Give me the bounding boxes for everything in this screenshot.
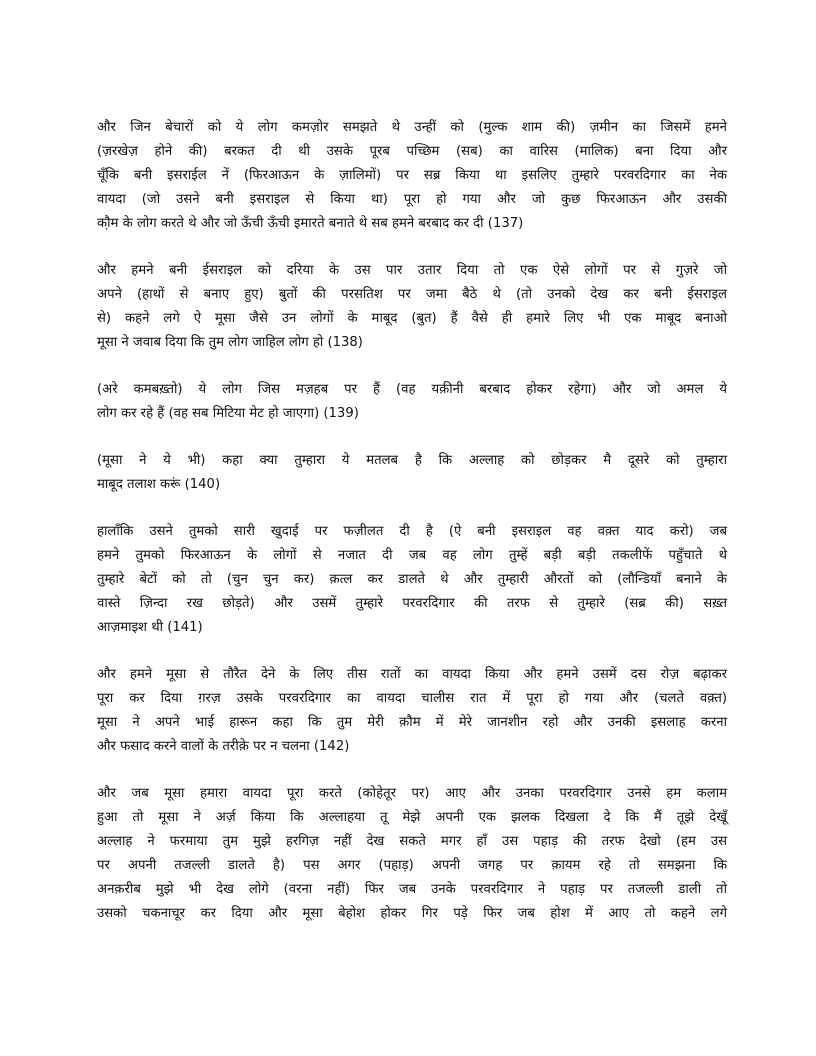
text-line: कौ़म के लोग करते थे और जो ऊँची ऊँची इमारते बनाते थे सब हमने बरबाद कर दी (137) [97, 216, 524, 231]
text-line: (अरे कमबख़्तो) ये लोग जिस मज़हब पर हैं (वह यक़ीनी बरबाद होकर रहेगा) और जो अमल ये [97, 382, 727, 397]
text-line: अल्लाह ने फरमाया तुम मुझे हरगिज़ नहीं देख सकते मगर हाँ उस पहाड़ की तरफ देखो (हम उस [97, 834, 727, 849]
text-line: पर अपनी तजल्ली डालते है) पस अगर (पहाड़) अपनी जगह पर क़ायम रहे तो समझना कि [97, 858, 727, 873]
text-line: हालाँकि उसने तुमको सारी खुदाई पर फज़ीलत दी है (ऐ बनी इसराइल वह वक़्त याद करो) जब [97, 524, 727, 539]
text-line: हुआ तो मूसा ने अर्ज़ किया कि अल्लाहया तू मेझे अपनी एक झलक दिखला दे कि मैं तूझे देखूँ [97, 810, 727, 825]
paragraph-138 [97, 259, 727, 355]
paragraph-142 [97, 663, 727, 759]
text-line: और जिन बेचारों को ये लोग कमज़ोर समझते थे उन्हीं को (मुल्क शाम की) ज़मीन का जिसमें हमने [97, 120, 727, 135]
paragraph-140 [97, 449, 727, 497]
text-line: हमने तुमको फिरआऊन के लोगों से नजात दी जब वह लोग तुम्हें बड़ी बड़ी तकलीफें पहुँचाते थे [97, 548, 727, 563]
paragraph-141 [97, 520, 727, 640]
text-line: और हमने मूसा से तौरैत देने के लिए तीस रातों का वायदा किया और हमने उसमें दस रोज़ बढ़ाकर [97, 667, 727, 682]
paragraph-137 [97, 116, 727, 236]
text-line: (ज़रखेज़ होने की) बरकत दी थी उसके पूरब पच्छिम (सब) का वारिस (मालिक) बना दिया और [97, 144, 727, 159]
paragraph-139 [97, 378, 727, 426]
text-line: लोग कर रहे हैं (वह सब मिटिया मेट हो जाएगा) (139) [97, 406, 359, 421]
text-line: उसको चकनाचूर कर दिया और मूसा बेहोश होकर गिर पड़े फिर जब होश में आए तो कहने लगे [97, 906, 727, 921]
text-line: से) कहने लगे ऐ मूसा जैसे उन लोगों के माबूद (बुत) हैं वैसे ही हमारे लिए भी एक माबूद बनाओ [97, 311, 727, 326]
text-line: अपने (हाथों से बनाए हुए) बुतों की परसतिश पर जमा बैठे थे (तो उनको देख कर बनी ईसराइल [97, 287, 727, 302]
text-line: अनक़रीब मुझे भी देख लोगे (वरना नहीं) फिर जब उनके परवरदिगार ने पहाड़ पर तजल्ली डाली तो [97, 882, 727, 897]
text-line: पूरा कर दिया ग़रज़ उसके परवरदिगार का वायदा चालीस रात में पूरा हो गया और (चलते वक़्त) [97, 691, 727, 706]
text-line: आज़माइश थी (141) [97, 620, 203, 635]
text-line: वास्ते ज़िन्दा रख छोड़ते) और उसमें तुम्हारे परवरदिगार की तरफ से तुम्हारे (सब्र की) सख़्त [97, 596, 727, 611]
text-line: और फसाद करने वालों के तरीके़ पर न चलना (142) [97, 739, 350, 754]
text-line: (मूसा ने ये भी) कहा क्या तुम्हारा ये मतलब है कि अल्लाह को छोड़कर मै दूसरे को तुम्हारा [97, 453, 727, 468]
text-line: और हमने बनी ईसराइल को दरिया के उस पार उतार दिया तो एक ऐसे लोगों पर से गुज़रे जो [97, 263, 727, 278]
paragraph-143 [97, 782, 727, 926]
text-line: मूसा ने अपने भाई हारून कहा कि तुम मेरी क़ौम में मेरे जानशीन रहो और उनकी इसलाह करना [97, 715, 727, 730]
text-line: चूँकि बनी इसराईल नें (फिरआऊन के ज़ालिमों) पर सब्र किया था इसलिए तुम्हारे परवरदिगार का नेक [97, 168, 727, 183]
text-line: और जब मूसा हमारा वायदा पूरा करते (कोहेतूर पर) आए और उनका परवरदिगार उनसे हम कलाम [97, 786, 727, 801]
text-line: तुम्हारे बेटों को तो (चुन चुन कर) क़त्ल कर डालते थे और तुम्हारी औरतों को (लौन्डियाँ बनाने के [97, 572, 727, 587]
text-line: वायदा (जो उसने बनी इसराइल से किया था) पूरा हो गया और जो कुछ फिरआऊन और उसकी [97, 192, 727, 207]
text-line: माबूद तलाश करूं (140) [97, 477, 221, 492]
text-line: मूसा ने जवाब दिया कि तुम लोग जाहिल लोग हो (138) [97, 335, 363, 350]
document-body [97, 116, 727, 949]
